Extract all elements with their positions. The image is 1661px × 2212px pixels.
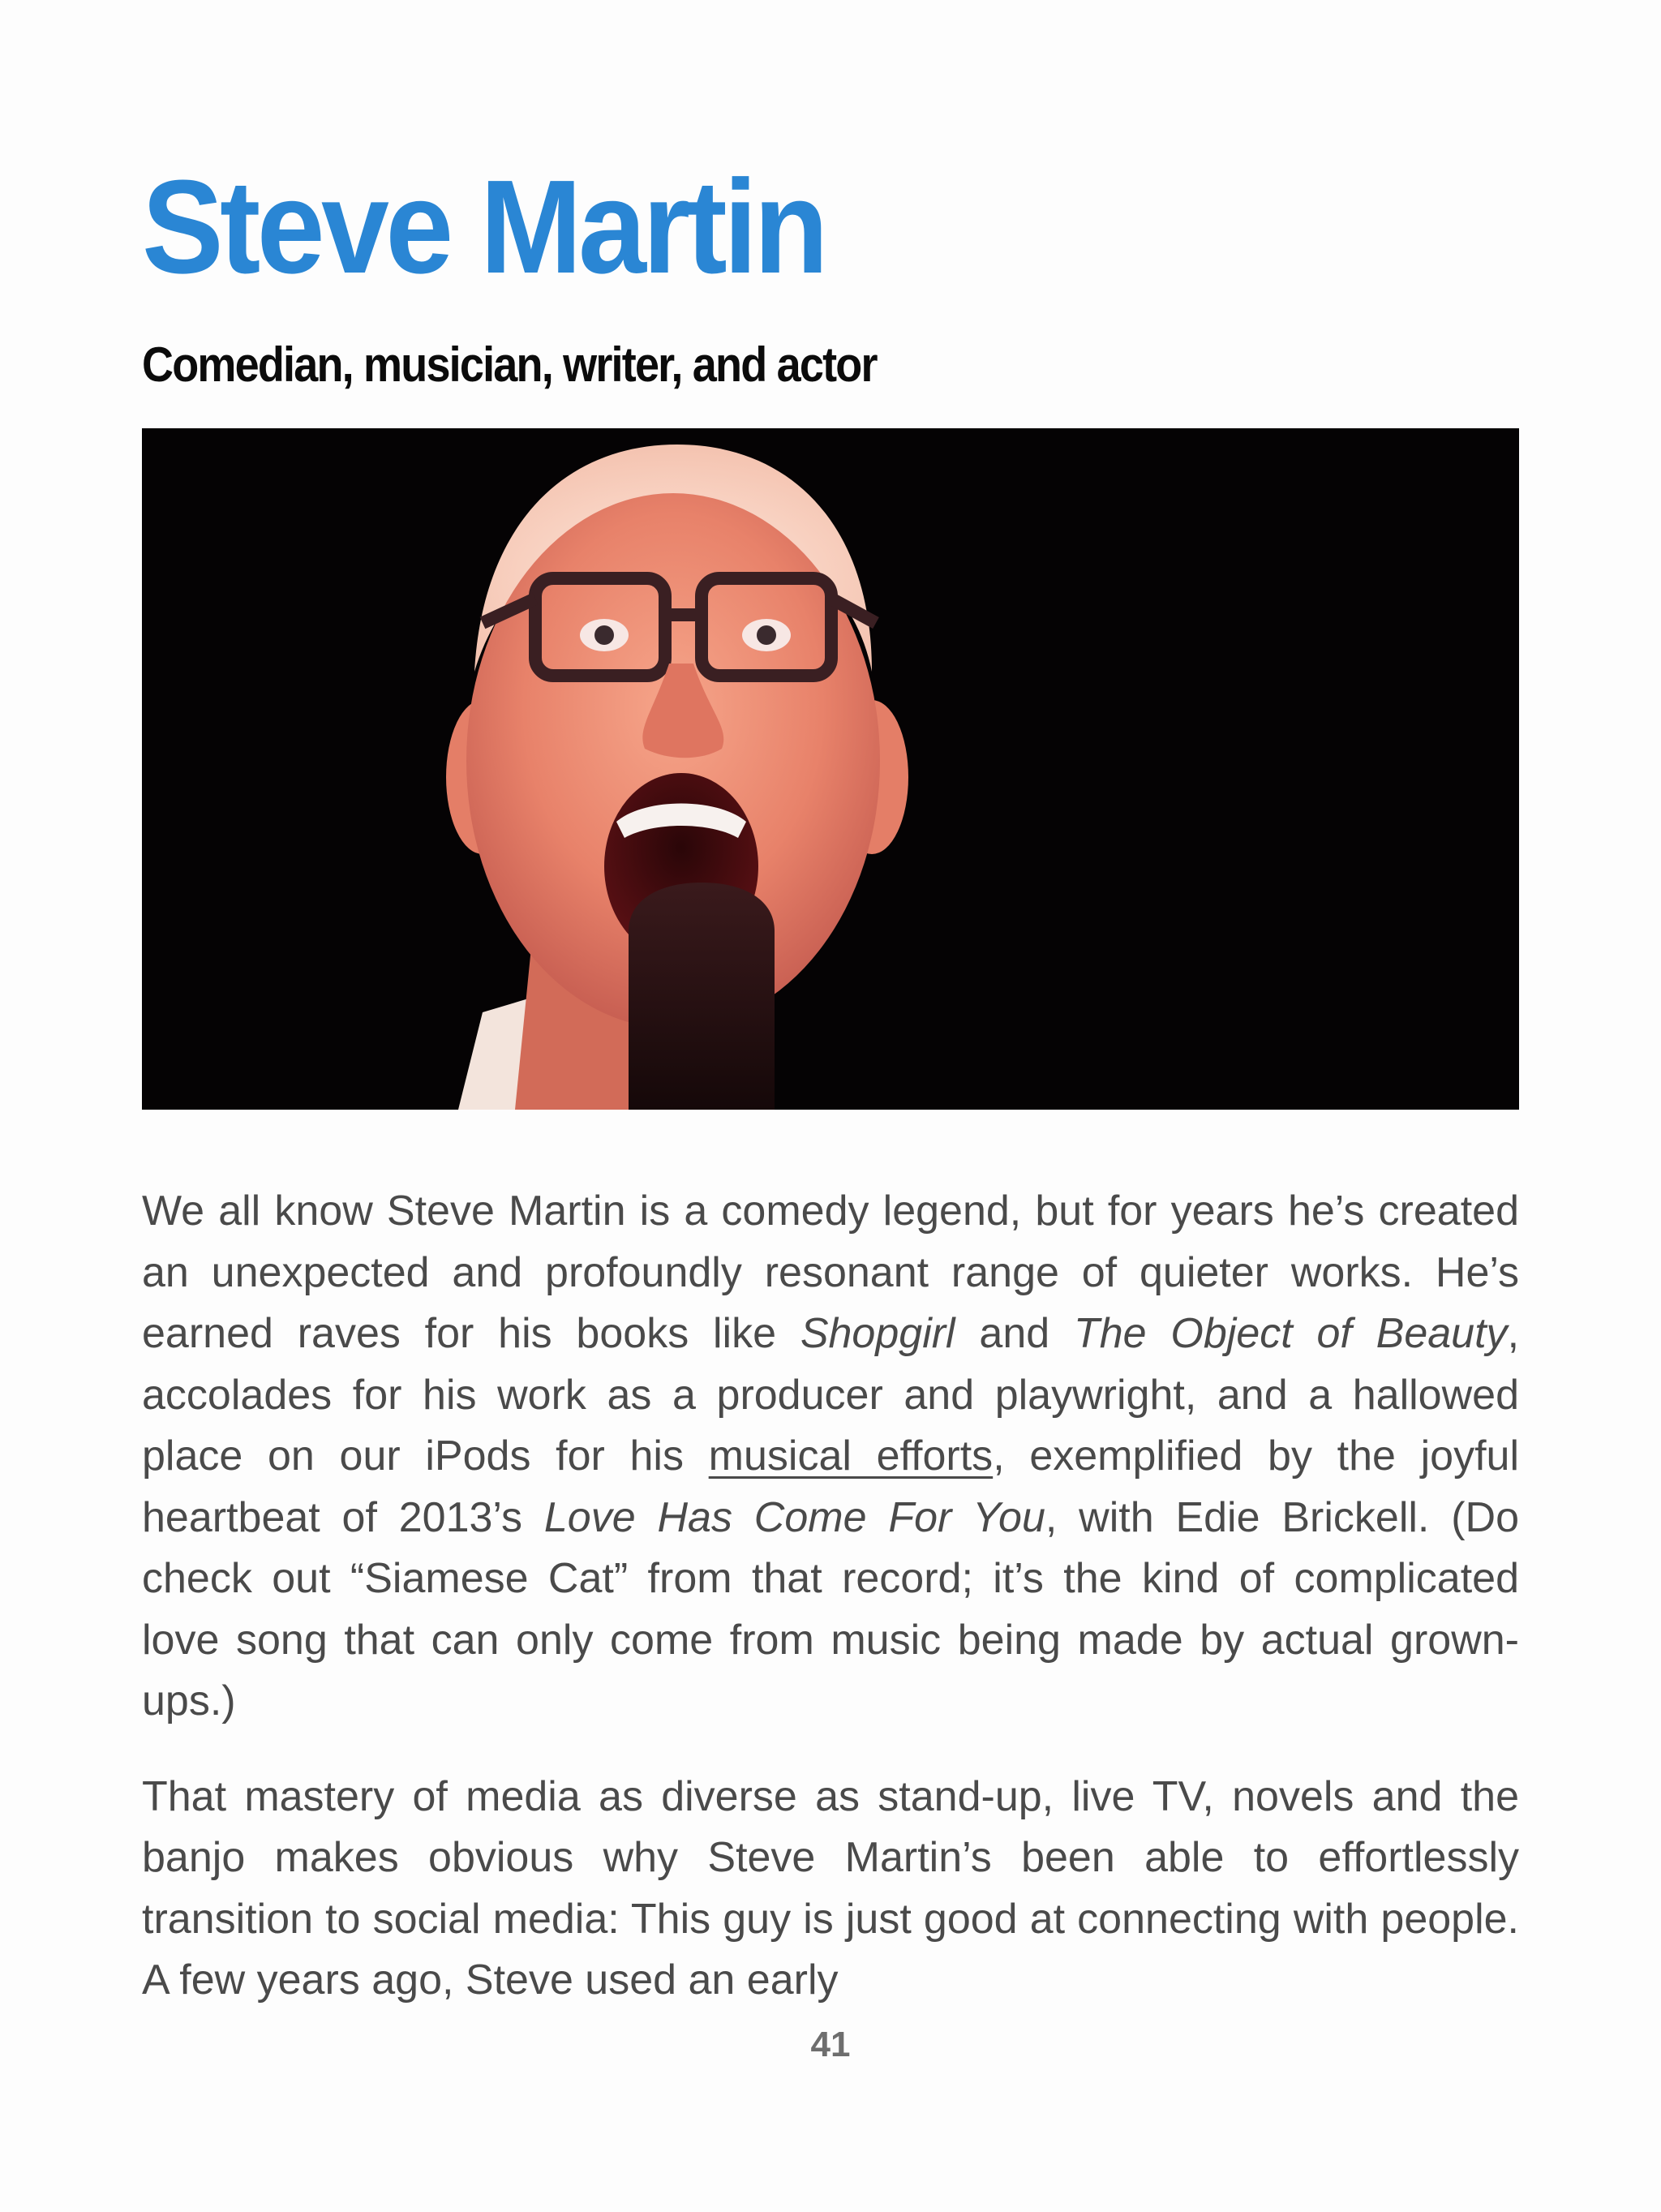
performer-photo — [142, 428, 1519, 1110]
page-subtitle: Comedian, musician, writer, and actor — [142, 337, 877, 392]
page-number: 41 — [810, 2025, 851, 2064]
musical-efforts-link[interactable]: musical efforts — [708, 1432, 994, 1480]
book-title-shopgirl: Shopgirl — [800, 1310, 955, 1357]
book-title-object-of-beauty: The Object of Beauty — [1074, 1310, 1508, 1357]
article-body — [142, 1181, 1519, 2046]
body-paragraph-1: We all know Steve Martin is a comedy legend, but for years he’s created an unexpected and profoundly resonant range of quieter works. He’s earned raves for his books like Shopgirl and The Object of Beauty, accolades for his work as a producer and playwright, and a hallowed place on our iPods for his musical efforts, exemplified by the joyful heartbeat of 2013’s Love Has Come For You, with Edie Brickell. (Do check out “Siamese Cat” from that record; it’s the kind of complicated love song that can only come from music being made by actual grown-ups.) — [142, 1188, 1520, 1725]
album-title: Love Has Come For You — [543, 1493, 1045, 1541]
page-title: Steve Martin — [142, 152, 825, 301]
body-paragraph-2: That mastery of media as diverse as stand-up, live TV, novels and the banjo makes obvious why Steve Martin’s been able to effortlessly transition to social media: This guy is just good at connecting with people. A few years ago, Steve used an early — [142, 1772, 1519, 2004]
